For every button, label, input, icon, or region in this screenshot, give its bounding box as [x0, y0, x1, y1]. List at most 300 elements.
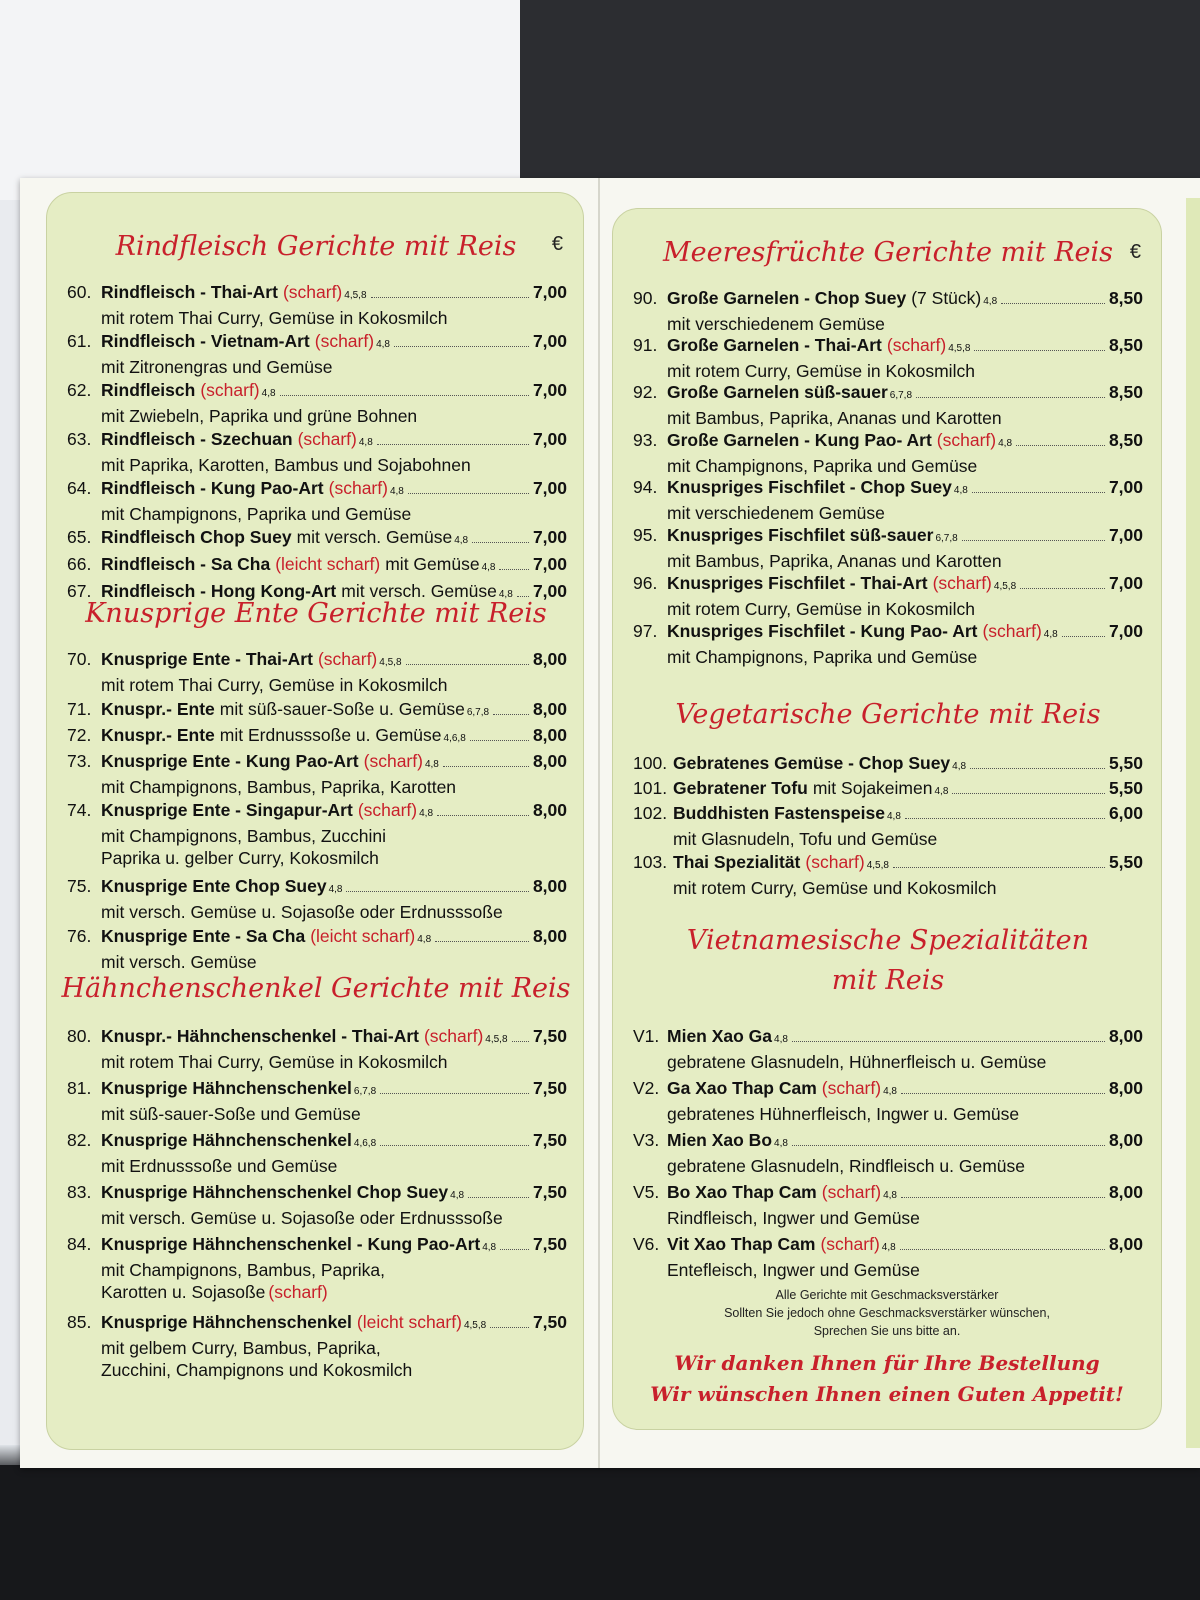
item-name: Mien Xao Ga	[667, 1026, 773, 1046]
allergen-codes: 4,6,8	[443, 733, 466, 744]
item-number: 74.	[67, 800, 92, 820]
menu-item	[67, 1311, 567, 1381]
spicy-label: (leicht scharf)	[275, 554, 381, 574]
item-extra: mit Erdnusssoße u. Gemüse	[219, 725, 442, 745]
next-page-edge	[1186, 198, 1200, 1448]
item-number: 60.	[67, 282, 92, 302]
item-description: gebratene Glasnudeln, Hühnerfleisch u. Gemüse	[667, 1052, 1047, 1072]
menu-item	[67, 477, 567, 525]
item-description-line2	[67, 1281, 567, 1303]
menu-item-header	[67, 281, 567, 307]
menu-item-header	[67, 1025, 567, 1051]
allergen-codes: 4,8	[883, 1190, 897, 1201]
item-number: 102.	[633, 803, 668, 823]
dotted-leader	[792, 1041, 1105, 1042]
item-description: mit süß-sauer-Soße und Gemüse	[101, 1104, 361, 1124]
allergen-codes: 4,8	[887, 811, 901, 822]
menu-item	[67, 799, 567, 869]
item-name: Bo Xao Thap Cam	[667, 1182, 817, 1202]
item-extra: mit Gemüse	[385, 554, 480, 574]
item-description-text: Zucchini, Champignons und Kokosmilch	[101, 1360, 413, 1380]
allergen-codes: 6,7,8	[889, 390, 913, 401]
item-description: mit Erdnusssoße und Gemüse	[101, 1156, 338, 1176]
item-name: Knusprige Ente - Sa Cha	[101, 926, 306, 946]
item-extra: mit versch. Gemüse	[296, 527, 453, 547]
dotted-leader	[435, 941, 529, 942]
item-price: 8,00	[532, 926, 567, 946]
item-price: 8,00	[1108, 1078, 1143, 1098]
menu-item	[67, 698, 567, 724]
menu-item	[633, 1025, 1143, 1073]
menu-item	[67, 750, 567, 798]
section-title-line2: mit Reis	[831, 965, 945, 996]
dotted-leader	[1020, 588, 1105, 589]
item-price: 8,50	[1108, 382, 1143, 402]
item-description: Rindfleisch, Ingwer und Gemüse	[667, 1208, 920, 1228]
dotted-leader	[962, 540, 1105, 541]
item-extra: mit versch. Gemüse	[341, 581, 497, 601]
footer-note-line: Sprechen Sie uns bitte an.	[813, 1324, 961, 1338]
right-panel-content	[613, 209, 1161, 1429]
item-price: 8,00	[1108, 1130, 1143, 1150]
menu-item	[67, 526, 567, 552]
item-price: 7,00	[1108, 573, 1143, 593]
menu-item-header	[67, 1077, 567, 1103]
item-number: 85.	[67, 1312, 92, 1332]
item-price: 6,00	[1108, 803, 1143, 823]
item-number: 70.	[67, 649, 92, 669]
section-title: Vietnamesische Spezialitäten	[686, 925, 1090, 956]
spicy-label: (scharf)	[936, 430, 997, 450]
footer-note-line: Alle Gerichte mit Geschmacksverstärker	[775, 1288, 999, 1302]
menu-item-header	[633, 802, 1143, 828]
item-description: mit verschiedenem Gemüse	[667, 503, 885, 523]
item-description: mit versch. Gemüse	[101, 952, 257, 972]
item-price: 7,50	[532, 1026, 567, 1046]
item-price: 8,00	[532, 649, 567, 669]
dotted-leader	[900, 1249, 1105, 1250]
spicy-label: (scharf)	[363, 751, 423, 771]
item-description: mit gelbem Curry, Bambus, Paprika,	[101, 1338, 381, 1358]
menu-item	[633, 777, 1143, 803]
item-price: 8,50	[1108, 288, 1143, 308]
section-title: Hähnchenschenkel Gerichte mit Reis	[61, 973, 571, 1004]
item-name: Große Garnelen - Kung Pao- Art	[667, 430, 932, 450]
item-name: Rindfleisch - Sa Cha	[101, 554, 271, 574]
item-number: V5.	[633, 1182, 660, 1202]
item-number: 76.	[67, 926, 92, 946]
allergen-codes: 4,8	[419, 808, 434, 819]
item-price: 7,00	[532, 429, 567, 449]
menu-item-header	[633, 1233, 1143, 1259]
dotted-leader	[380, 1145, 529, 1146]
menu-item	[633, 572, 1143, 620]
dotted-leader	[500, 1249, 529, 1250]
item-number: 73.	[67, 751, 92, 771]
allergen-codes: 4,5,8	[948, 343, 971, 354]
menu-item	[67, 925, 567, 973]
spicy-label: (leicht scharf)	[356, 1312, 462, 1332]
dotted-leader	[901, 1197, 1105, 1198]
item-extra: (7 Stück)	[911, 288, 982, 308]
allergen-codes: 4,8	[328, 884, 343, 895]
allergen-codes: 4,5,8	[993, 581, 1017, 592]
item-price: 8,00	[532, 876, 567, 896]
item-number: V1.	[633, 1026, 660, 1046]
item-name: Knuspriges Fischfilet - Thai-Art	[667, 573, 928, 593]
item-description: mit Bambus, Paprika, Ananas und Karotten	[667, 551, 1002, 571]
menu-item-header	[67, 526, 567, 552]
spicy-label: (scharf)	[932, 573, 992, 593]
spicy-label: (scharf)	[328, 478, 388, 498]
item-number: 66.	[67, 554, 92, 574]
menu-item-header	[633, 620, 1143, 646]
item-name: Große Garnelen - Thai-Art	[667, 335, 882, 355]
item-name: Knuspr.- Hähnchenschenkel - Thai-Art	[101, 1026, 419, 1046]
item-name: Ga Xao Thap Cam	[667, 1078, 817, 1098]
item-price: 7,00	[532, 581, 567, 601]
item-price: 8,00	[1108, 1234, 1143, 1254]
allergen-codes: 4,8	[881, 1242, 896, 1253]
allergen-codes: 4,8	[482, 1242, 497, 1253]
item-number: V2.	[633, 1078, 660, 1098]
dotted-leader	[493, 714, 529, 715]
item-price: 7,00	[532, 380, 567, 400]
menu-item	[633, 334, 1143, 382]
item-price: 5,50	[1108, 753, 1143, 773]
menu-item-header	[67, 750, 567, 776]
menu-item-header	[633, 381, 1143, 407]
item-description: mit rotem Thai Curry, Gemüse in Kokosmilch	[101, 675, 448, 695]
menu-item-header	[633, 777, 1143, 803]
menu-item-header	[67, 648, 567, 674]
item-price: 8,00	[532, 751, 567, 771]
item-number: 67.	[67, 581, 92, 601]
currency-symbol: €	[1129, 241, 1141, 263]
menu-item-header	[633, 476, 1143, 502]
item-name: Rindfleisch - Kung Pao-Art	[101, 478, 324, 498]
spicy-label: (scharf)	[821, 1182, 882, 1202]
menu-item-header	[67, 799, 567, 825]
menu-item-header	[67, 1233, 567, 1259]
menu-item-header	[633, 287, 1143, 313]
item-description: mit versch. Gemüse u. Sojasoße oder Erdnusssoße	[101, 1208, 503, 1228]
item-number: 93.	[633, 430, 658, 450]
item-name: Knusprige Hähnchenschenkel	[101, 1078, 352, 1098]
item-description: mit rotem Thai Curry, Gemüse in Kokosmilch	[101, 1052, 448, 1072]
section-title: Knusprige Ente Gerichte mit Reis	[85, 598, 547, 629]
dark-table-edge	[520, 0, 1200, 185]
menu-item	[67, 1129, 567, 1177]
item-name: Knuspriges Fischfilet - Chop Suey	[667, 477, 952, 497]
fold-line	[598, 178, 600, 1468]
dotted-leader	[280, 395, 529, 396]
allergen-codes: 4,6,8	[353, 1138, 377, 1149]
item-name: Rindfleisch - Hong Kong-Art	[101, 581, 337, 601]
allergen-codes: 4,8	[883, 1086, 897, 1097]
allergen-codes: 4,5,8	[379, 657, 402, 668]
item-name: Gebratenes Gemüse - Chop Suey	[673, 753, 951, 773]
allergen-codes: 4,8	[952, 761, 967, 772]
menu-item	[67, 281, 567, 329]
menu-item	[67, 724, 567, 750]
item-number: 92.	[633, 382, 658, 402]
allergen-codes: 4,8	[774, 1034, 788, 1045]
allergen-codes: 4,8	[1043, 629, 1058, 640]
allergen-codes: 4,8	[953, 485, 968, 496]
allergen-codes: 4,8	[389, 486, 404, 497]
item-extra: mit süß-sauer-Soße u. Gemüse	[219, 699, 465, 719]
section-title: Vegetarische Gerichte mit Reis	[675, 699, 1101, 730]
allergen-codes: 4,5,8	[485, 1034, 508, 1045]
dotted-leader	[901, 1093, 1105, 1094]
allergen-codes: 4,8	[983, 296, 998, 307]
item-price: 8,00	[532, 800, 567, 820]
item-name: Große Garnelen süß-sauer	[667, 382, 888, 402]
item-name: Große Garnelen - Chop Suey	[667, 288, 907, 308]
dotted-leader	[972, 492, 1105, 493]
item-number: V3.	[633, 1130, 660, 1150]
allergen-codes: 4,8	[417, 934, 432, 945]
item-description: mit Champignons, Paprika und Gemüse	[101, 504, 412, 524]
item-name: Knusprige Ente - Kung Pao-Art	[101, 751, 359, 771]
item-description: gebratene Glasnudeln, Rindfleisch u. Gemüse	[667, 1156, 1025, 1176]
item-description: mit rotem Curry, Gemüse in Kokosmilch	[667, 599, 975, 619]
item-price: 7,00	[532, 478, 567, 498]
dotted-leader	[468, 1197, 529, 1198]
menu-item-header	[633, 752, 1143, 778]
item-name: Rindfleisch Chop Suey	[101, 527, 292, 547]
item-description: Entefleisch, Ingwer und Gemüse	[667, 1260, 920, 1280]
dotted-leader	[437, 815, 529, 816]
item-name: Knusprige Ente - Thai-Art	[101, 649, 313, 669]
item-number: 100.	[633, 753, 668, 773]
item-price: 7,00	[1108, 525, 1143, 545]
item-price: 8,50	[1108, 430, 1143, 450]
item-number: 83.	[67, 1182, 92, 1202]
item-name: Thai Spezialität	[673, 852, 801, 872]
menu-item-header	[67, 1311, 567, 1337]
menu-item	[633, 802, 1143, 850]
item-price: 7,00	[1108, 477, 1143, 497]
menu-item-header	[633, 851, 1143, 877]
menu-item-header	[633, 572, 1143, 598]
item-description-text: Paprika u. gelber Curry, Kokosmilch	[101, 848, 379, 868]
dotted-leader	[1001, 303, 1105, 304]
item-price: 5,50	[1108, 852, 1143, 872]
allergen-codes: 4,8	[498, 589, 513, 600]
spicy-label: (scharf)	[357, 800, 418, 820]
section-title: Meeresfrüchte Gerichte mit Reis	[662, 237, 1114, 268]
menu-flyer	[20, 178, 1200, 1468]
menu-item	[633, 1129, 1143, 1177]
item-name: Gebratener Tofu	[673, 778, 808, 798]
spicy-label: (scharf)	[268, 1282, 328, 1302]
menu-item	[633, 1181, 1143, 1229]
dotted-leader	[394, 346, 529, 347]
dotted-leader	[952, 793, 1105, 794]
allergen-codes: 4,8	[450, 1190, 465, 1201]
item-name: Knusprige Hähnchenschenkel	[101, 1130, 352, 1150]
dotted-leader	[443, 766, 529, 767]
dotted-leader	[970, 768, 1105, 769]
item-description: mit Zitronengras und Gemüse	[101, 357, 333, 377]
item-number: 63.	[67, 429, 92, 449]
item-name: Rindfleisch - Szechuan	[101, 429, 293, 449]
thank-you-line: Wir wünschen Ihnen einen Guten Appetit!	[650, 1382, 1124, 1406]
menu-item	[633, 1233, 1143, 1281]
menu-item	[67, 428, 567, 476]
item-name: Mien Xao Bo	[667, 1130, 773, 1150]
allergen-codes: 6,7,8	[466, 707, 490, 718]
menu-item	[67, 1181, 567, 1229]
menu-item-header	[633, 334, 1143, 360]
item-price: 7,00	[532, 554, 567, 574]
menu-item	[67, 553, 567, 579]
allergen-codes: 4,8	[998, 438, 1013, 449]
menu-item-header	[67, 698, 567, 724]
item-price: 7,00	[532, 527, 567, 547]
item-description-line2	[67, 1359, 567, 1381]
spicy-label: (scharf)	[200, 380, 260, 400]
item-price: 7,50	[532, 1130, 567, 1150]
item-name: Rindfleisch - Vietnam-Art	[101, 331, 310, 351]
spicy-label: (scharf)	[886, 335, 947, 355]
item-description: mit Glasnudeln, Tofu und Gemüse	[673, 829, 938, 849]
menu-item	[633, 476, 1143, 524]
menu-item-header	[633, 1025, 1143, 1051]
floor-background	[0, 1465, 1200, 1600]
dotted-leader	[512, 1041, 529, 1042]
menu-item-header	[633, 429, 1143, 455]
item-name: Knuspr.- Ente	[101, 725, 215, 745]
spicy-label: (scharf)	[805, 852, 865, 872]
allergen-codes: 6,7,8	[353, 1086, 377, 1097]
menu-item-header	[67, 724, 567, 750]
dotted-leader	[490, 1327, 529, 1328]
right-menu-panel	[612, 208, 1162, 1430]
item-price: 8,50	[1108, 335, 1143, 355]
item-price: 7,00	[532, 331, 567, 351]
allergen-codes: 4,8	[481, 562, 496, 573]
item-description: mit Champignons, Bambus, Paprika, Karotten	[101, 777, 457, 797]
item-price: 7,50	[532, 1234, 567, 1254]
menu-item	[67, 875, 567, 923]
allergen-codes: 4,5,8	[463, 1320, 487, 1331]
dotted-leader	[380, 1093, 529, 1094]
item-number: 96.	[633, 573, 658, 593]
item-price: 8,00	[1108, 1026, 1143, 1046]
allergen-codes: 4,8	[424, 759, 439, 770]
item-description-text: Karotten u. Sojasoße	[101, 1282, 266, 1302]
menu-item-header	[633, 1181, 1143, 1207]
item-description: mit rotem Curry, Gemüse in Kokosmilch	[667, 361, 975, 381]
menu-item-header	[67, 330, 567, 356]
allergen-codes: 4,8	[774, 1138, 788, 1149]
menu-item-header	[633, 524, 1143, 550]
item-price: 7,00	[1108, 621, 1143, 641]
item-description-line2	[67, 847, 567, 869]
item-extra: mit Sojakeimen	[812, 778, 933, 798]
dotted-leader	[377, 444, 529, 445]
menu-item-header	[67, 379, 567, 405]
item-price: 8,00	[1108, 1182, 1143, 1202]
item-number: 75.	[67, 876, 92, 896]
item-description: mit Champignons, Paprika und Gemüse	[667, 456, 978, 476]
section-title: Rindfleisch Gerichte mit Reis	[115, 231, 517, 262]
item-name: Knusprige Ente - Singapur-Art	[101, 800, 353, 820]
item-price: 5,50	[1108, 778, 1143, 798]
dotted-leader	[408, 493, 529, 494]
menu-item-header	[67, 875, 567, 901]
dotted-leader	[346, 891, 528, 892]
item-number: 81.	[67, 1078, 92, 1098]
item-name: Knusprige Ente Chop Suey	[101, 876, 327, 896]
dotted-leader	[517, 596, 529, 597]
item-number: 97.	[633, 621, 658, 641]
dotted-leader	[893, 867, 1105, 868]
menu-item	[633, 429, 1143, 477]
menu-item-header	[67, 1129, 567, 1155]
item-number: 80.	[67, 1026, 92, 1046]
item-number: 91.	[633, 335, 658, 355]
item-name: Buddhisten Fastenspeise	[673, 803, 885, 823]
dotted-leader	[406, 664, 529, 665]
item-number: 101.	[633, 778, 668, 798]
spicy-label: (scharf)	[821, 1078, 882, 1098]
item-description: mit Champignons, Bambus, Paprika,	[101, 1260, 386, 1280]
item-price: 8,00	[532, 699, 567, 719]
dotted-leader	[974, 350, 1104, 351]
menu-item	[67, 1077, 567, 1125]
allergen-codes: 4,8	[376, 339, 390, 350]
dotted-leader	[905, 818, 1105, 819]
dotted-leader	[371, 297, 529, 298]
item-price: 7,00	[532, 282, 567, 302]
spicy-label: (scharf)	[282, 282, 343, 302]
menu-item	[633, 524, 1143, 572]
item-number: V6.	[633, 1234, 660, 1254]
item-price: 8,00	[532, 725, 567, 745]
menu-item	[633, 381, 1143, 429]
item-number: 82.	[67, 1130, 92, 1150]
item-number: 95.	[633, 525, 658, 545]
left-menu-panel	[46, 192, 584, 1450]
item-number: 84.	[67, 1234, 92, 1254]
dotted-leader	[1062, 636, 1105, 637]
menu-item	[67, 330, 567, 378]
allergen-codes: 4,8	[934, 786, 949, 797]
dotted-leader	[1016, 445, 1105, 446]
menu-item	[67, 1233, 567, 1303]
item-name: Knuspr.- Ente	[101, 699, 215, 719]
item-name: Knuspriges Fischfilet süß-sauer	[667, 525, 934, 545]
allergen-codes: 4,8	[454, 535, 469, 546]
item-number: 90.	[633, 288, 658, 308]
item-number: 62.	[67, 380, 92, 400]
menu-item-header	[67, 1181, 567, 1207]
spicy-label: (scharf)	[982, 621, 1042, 641]
menu-item-header	[633, 1129, 1143, 1155]
menu-item	[67, 1025, 567, 1073]
menu-item	[67, 648, 567, 696]
item-name: Vit Xao Thap Cam	[667, 1234, 816, 1254]
allergen-codes: 4,8	[358, 437, 373, 448]
spicy-label: (scharf)	[317, 649, 378, 669]
item-description: mit versch. Gemüse u. Sojasoße oder Erdnusssoße	[101, 902, 503, 922]
item-description: mit verschiedenem Gemüse	[667, 314, 885, 334]
dotted-leader	[499, 569, 528, 570]
